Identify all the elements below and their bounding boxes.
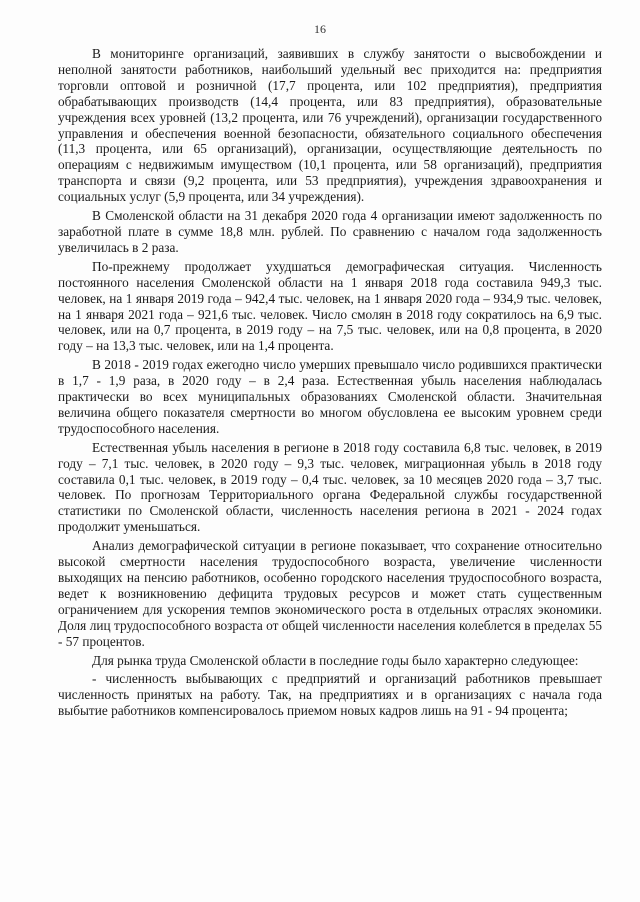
document-body (58, 46, 602, 719)
paragraph-monitoring-organizations: В мониторинге организаций, заявивших в службу занятости о высвобождении и неполной занятости работников, наибольший удельный вес приходится на: предприятия торговли оптовой и розничной (17,7 процента, или 102 предприятия), предприятия обрабатывающих производств (14,4 процента, или 83 предприятия), образовательные учреждения всех уровней (13,2 процента, или 76 учреждений), организации государственного управления и обеспечения военной безопасности, обязательного социального обеспечения (11,3 процента, или 65 организаций), организации, осуществляющие деятельность по операциям с недвижимым имуществом (10,1 процента, или 58 организаций), предприятия транспорта и связи (9,2 процента, или 53 предприятия), учреждения здравоохранения и социальных услуг (5,9 процента, или 34 учреждения). (58, 46, 602, 205)
paragraph-natural-decline: Естественная убыль населения в регионе в 2018 году составила 6,8 тыс. человек, в 2019 году – 7,1 тыс. человек, в 2020 году – 9,3 тыс. человек, миграционная убыль в 2018 году составила 0,1 тыс. человек, в 2019 году – 0,4 тыс. человек, за 10 месяцев 2020 года – 3,7 тыс. человек. По прогнозам Территориального органа Федеральной службы государственной статистики по Смоленской области, численность населения региона в 2021 - 2024 годах продолжит уменьшаться. (58, 439, 602, 535)
list-item-worker-turnover: - численность выбывающих с предприятий и организаций работников превышает численность принятых на работу. Так, на предприятиях и в организациях с начала года выбытие работников компенсировалось приемом новых кадров лишь на 91 - 94 процента; (58, 671, 602, 719)
paragraph-demographic-analysis: Анализ демографической ситуации в регионе показывает, что сохранение относительно высокой смертности населения трудоспособного возраста, увеличение численности выходящих на пенсию работников, особенно городского населения трудоспособного возраста, ведет к возникновению дефицита трудовых ресурсов и может стать существенным ограничением для ускорения темпов экономического роста в отдельных отраслях экономики. Доля лиц трудоспособного возраста от общей численности населения колеблется в пределах 55 - 57 процентов. (58, 538, 602, 649)
paragraph-labor-market-intro: Для рынка труда Смоленской области в последние годы было характерно следующее: (92, 652, 579, 668)
page-number: 16 (314, 22, 326, 36)
paragraph-wage-arrears: В Смоленской области на 31 декабря 2020 года 4 организации имеют задолженность по заработной плате в сумме 18,8 млн. рублей. По сравнению с началом года задолженность увеличилась в 2 раза. (58, 208, 602, 255)
paragraph-population-size: По-прежнему продолжает ухудшаться демографическая ситуация. Численность постоянного населения Смоленской области на 1 января 2018 года составила 949,3 тыс. человек, на 1 января 2019 года – 942,4 тыс. человек, на 1 января 2020 года – 934,9 тыс. человек, на 1 января 2021 года – 921,6 тыс. человек. Число смолян в 2018 году сократилось на 6,9 тыс. человек, или на 0,7 процента, в 2019 году – на 7,5 тыс. человек, или на 0,8 процента, в 2020 году – на 13,3 тыс. человек, или на 1,4 процента. (58, 258, 602, 354)
paragraph-mortality-births: В 2018 - 2019 годах ежегодно число умерших превышало число родившихся практически в 1,7 - 1,9 раза, в 2020 году – в 2,4 раза. Естественная убыль населения наблюдалась практически во всех муниципальных образованиях Смоленской области. Значительная величина общего показателя смертности во многом обусловлена ее высоким уровнем среди трудоспособного населения. (58, 357, 602, 436)
